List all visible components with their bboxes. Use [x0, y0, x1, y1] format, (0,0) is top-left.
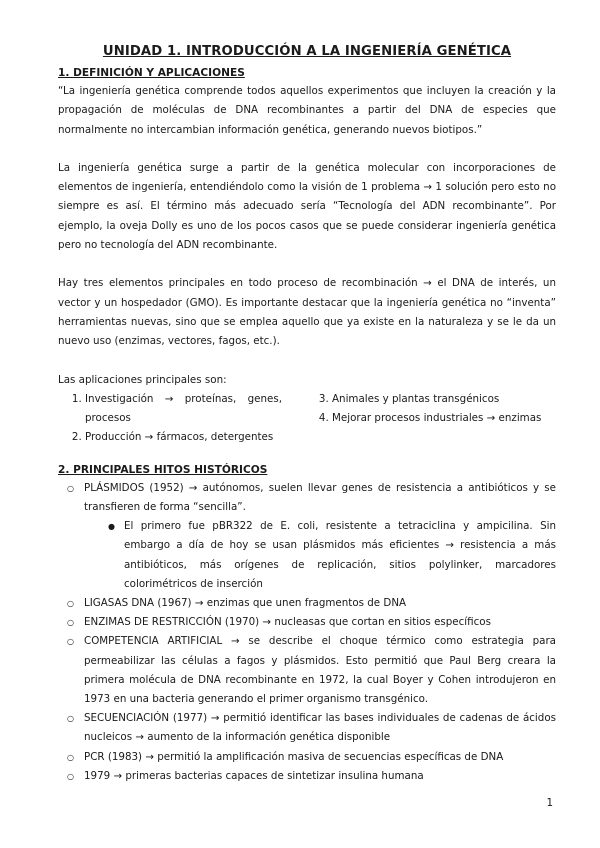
page-number: 1 [546, 797, 553, 809]
application-item: 4. Mejorar procesos industriales → enzimas [332, 409, 556, 428]
application-item: 1. Investigación → proteínas, genes, procesos [85, 390, 282, 429]
paragraph-elements: Hay tres elementos principales en todo proceso de recombinación → el DNA de interés, un vector y un hospedador (GMO). Es importante destacar que la ingeniería genética no “inventa” herramientas nuevas, sino que se emplea aquello que ya existe en la naturaleza y se le da un nuevo uso (enzimas, vectores, fagos, etc.). [58, 277, 556, 348]
history-list [58, 479, 556, 786]
section2-heading: 2. PRINCIPALES HITOS HISTÓRICOS [58, 463, 268, 476]
history-subitem: ● El primero fue pBR322 de E. coli, resistente a tetraciclina y ampicilina. Sin embargo a día de hoy se usan plásmidos más eficientes → resistencia a más antibióticos, más orígenes de replicación, sitios polylinker, marcadores colorimétricos de inserción [124, 517, 556, 594]
document-title: UNIDAD 1. INTRODUCCIÓN A LA INGENIERÍA GENÉTICA [102, 44, 512, 59]
applications-intro: Las aplicaciones principales son: [58, 373, 227, 386]
history-item: ○ COMPETENCIA ARTIFICIAL → se describe el choque térmico como estrategia para permeabilizar las células a fagos y plásmidos. Esto permitió que Paul Berg creara la primera molécula de DNA recombinante en 1972, la cual Boyer y Cohen introdujeron en 1973 en una bacteria generando el primer organismo transgénico. [84, 632, 556, 709]
history-item-text: PLÁSMIDOS (1952) → autónomos, suelen llevar genes de resistencia a antibióticos y se transfieren de forma “sencilla”. [84, 481, 556, 513]
section1-heading: 1. DEFINICIÓN Y APLICACIONES [58, 67, 245, 79]
paragraph-origin: La ingeniería genética surge a partir de la genética molecular con incorporaciones de elementos de ingeniería, entendiéndolo como la visión de 1 problema → 1 solución pero esto no siempre es así. El término más adecuado sería “Tecnología del ADN recombinante”. Por ejemplo, la oveja Dolly es uno de los pocos casos que se puede considerar ingeniería genética pero no tecnología del ADN recombinante. [58, 161, 556, 252]
document-page [58, 44, 556, 786]
history-sublist [84, 517, 556, 594]
history-item: ○ PCR (1983) → permitió la amplificación masiva de secuencias específicas de DNA [84, 748, 556, 767]
history-item [84, 479, 556, 594]
application-item: 3. Animales y plantas transgénicos [332, 390, 556, 409]
history-item: ○ 1979 → primeras bacterias capaces de sintetizar insulina humana [84, 767, 556, 786]
application-item: 2. Producción → fármacos, detergentes [85, 428, 282, 447]
history-item: ○ LIGASAS DNA (1967) → enzimas que unen fragmentos de DNA [84, 594, 556, 613]
history-item: ○ ENZIMAS DE RESTRICCIÓN (1970) → nucleasas que cortan en sitios específicos [84, 613, 556, 632]
history-item: ○ SECUENCIACIÓN (1977) → permitió identificar las bases individuales de cadenas de ácidos nucleicos → aumento de la información genética disponible [84, 709, 556, 747]
definition-quote: “La ingeniería genética comprende todos aquellos experimentos que incluyen la creación y la propagación de moléculas de DNA recombinantes a partir del DNA de especies que normalmente no intercambian información genética, generando nuevos biotipos.” [58, 85, 556, 136]
applications-list [58, 390, 556, 448]
